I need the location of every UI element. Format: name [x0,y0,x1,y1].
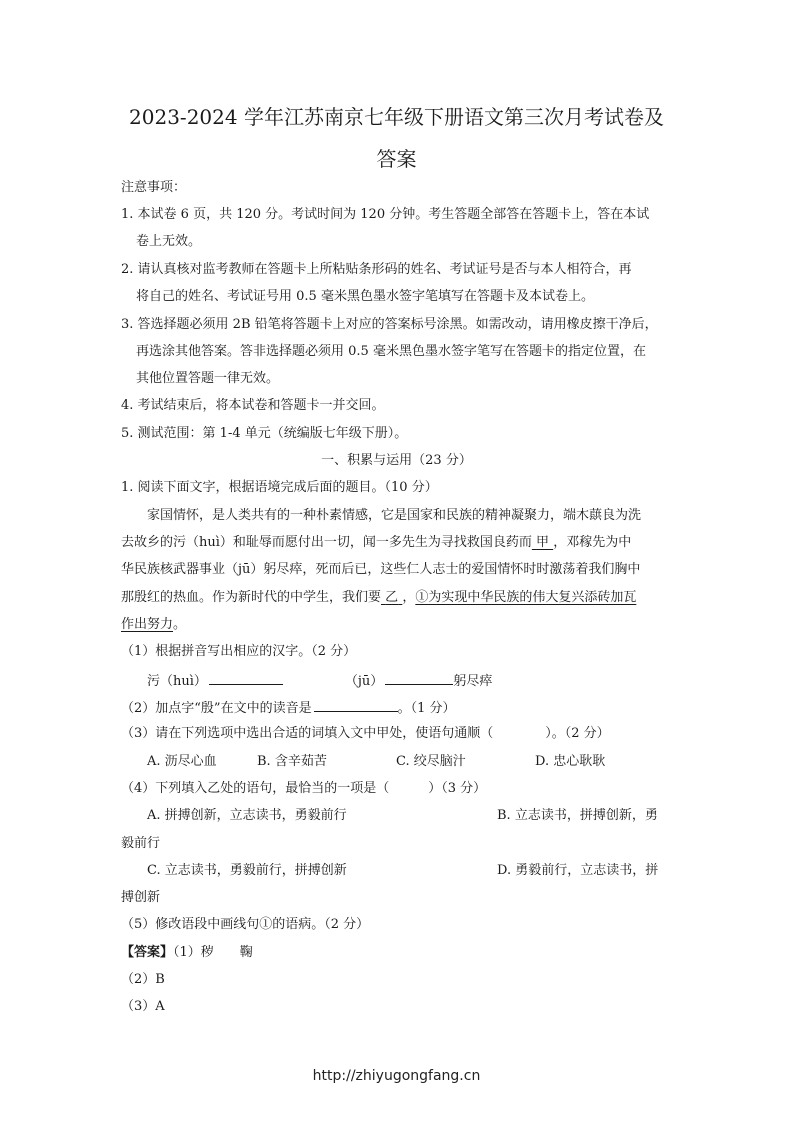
blank-yi: 乙 [385,590,399,605]
subquestion-1-items: 污（huì） （jū） 躬尽瘁 [147,670,492,692]
notice-item-3: 3. 答选择题必须用 2B 铅笔将答题卡上对应的答案标号涂黑。如需改动，请用橡皮擦干净后， [121,317,658,332]
subquestion-5: （5）修改语段中画线句①的语病。（2 分） [121,917,370,932]
passage-line-4 [121,588,636,608]
footer-url[interactable]: http://zhiyugongfang.cn [312,1068,481,1084]
notice-item-2-cont: 将自己的姓名、考试证号用 0.5 毫米黑色墨水签字笔填写在答题卡及本试卷上。 [136,289,594,304]
passage-text: 去故乡的污（huì）和耻辱而愿付出一切，闻一多先生为寻找救国良药而 [121,535,532,550]
option-3d: D. 忠心耿耿 [535,754,606,769]
answer-line-1: 【答案】（1）秽 鞠 [121,945,253,960]
notice-item-3-cont2: 其他位置答题一律无效。 [136,371,280,386]
passage-line-5: 作出努力。 [121,617,187,632]
passage-text: ， [402,590,416,605]
option-4d-cont: 搏创新 [121,890,161,905]
notice-item-2: 2. 请认真核对监考教师在答题卡上所粘贴条形码的姓名、考试证号是否与本人相符合，再 [121,262,632,277]
notice-item-1-cont: 卷上无效。 [136,234,202,249]
notice-item-4: 4. 考试结束后，将本试卷和答题卡一并交回。 [121,398,385,413]
option-4b-cont: 毅前行 [121,836,161,851]
passage-text: 那殷红的热血。作为新时代的中学生，我们要 [121,590,382,605]
notice-item-5: 5. 测试范围：第 1-4 单元（统编版七年级下册）。 [121,426,408,441]
notice-item-3-cont1: 再选涂其他答案。答非选择题必须用 0.5 毫米黑色墨水签字笔写在答题卡的指定位置，在 [136,344,646,359]
underlined-sentence: ①为实现中华民族的伟大复兴添砖加瓦 [415,590,637,605]
notice-item-1: 1. 本试卷 6 页，共 120 分。考试时间为 120 分钟。考生答题全部答在答题卡上，答在本试 [121,207,650,222]
question-1: 1. 阅读下面文字，根据语境完成后面的题目。（10 分） [121,480,438,495]
option-4d: D. 勇毅前行，立志读书，拼 [497,863,659,878]
passage-line-3: 华民族核武器事业（jū）躬尽瘁，死而后已，这些仁人志士的爱国情怀时时激荡着我们胸中 [121,562,641,577]
passage-text: ，邓稼先为中 [553,535,632,550]
passage-line-2 [121,533,631,553]
option-3a: A. 沥尽心血 [147,754,217,769]
subquestion-4: （4）下列填入乙处的语句，最恰当的一项是（ ）（3 分） [121,781,487,796]
answer-blank[interactable] [209,670,283,685]
blank-jia: 甲 [536,535,550,550]
passage-line-1: 家国情怀，是人类共有的一种朴素情感，它是国家和民族的精神凝聚力，端木蕻良为洗 [147,508,642,523]
document-title-line2: 答案 [376,147,417,171]
subquestion-2: （2）加点字“殷”在文中的读音是 。（1 分） [121,697,455,719]
answer-blank[interactable] [385,670,453,685]
option-3c: C. 绞尽脑汁 [396,754,466,769]
option-4c: C. 立志读书，勇毅前行，拼搏创新 [147,863,347,878]
section-heading: 一、积累与运用（23 分） [321,453,472,468]
answer-line-2: （2）B [121,972,165,987]
document-title-line1: 2023-2024 学年江苏南京七年级下册语文第三次月考试卷及 [129,105,664,129]
notice-heading: 注意事项： [121,180,187,195]
option-4a: A. 拼搏创新，立志读书，勇毅前行 [147,808,347,823]
answer-blank[interactable] [314,697,398,712]
answer-label: 【答案】 [121,945,174,960]
underlined-sentence-end: 作出努力 [121,617,174,632]
option-3b: B. 含辛茹苦 [257,754,327,769]
option-4b: B. 立志读书，拼搏创新，勇 [497,808,658,823]
subquestion-1: （1）根据拼音写出相应的汉字。（2 分） [121,644,357,659]
answer-line-3: （3）A [121,999,165,1014]
subquestion-3: （3）请在下列选项中选出合适的词填入文中甲处，使语句通顺（ ）。（2 分） [121,726,610,741]
